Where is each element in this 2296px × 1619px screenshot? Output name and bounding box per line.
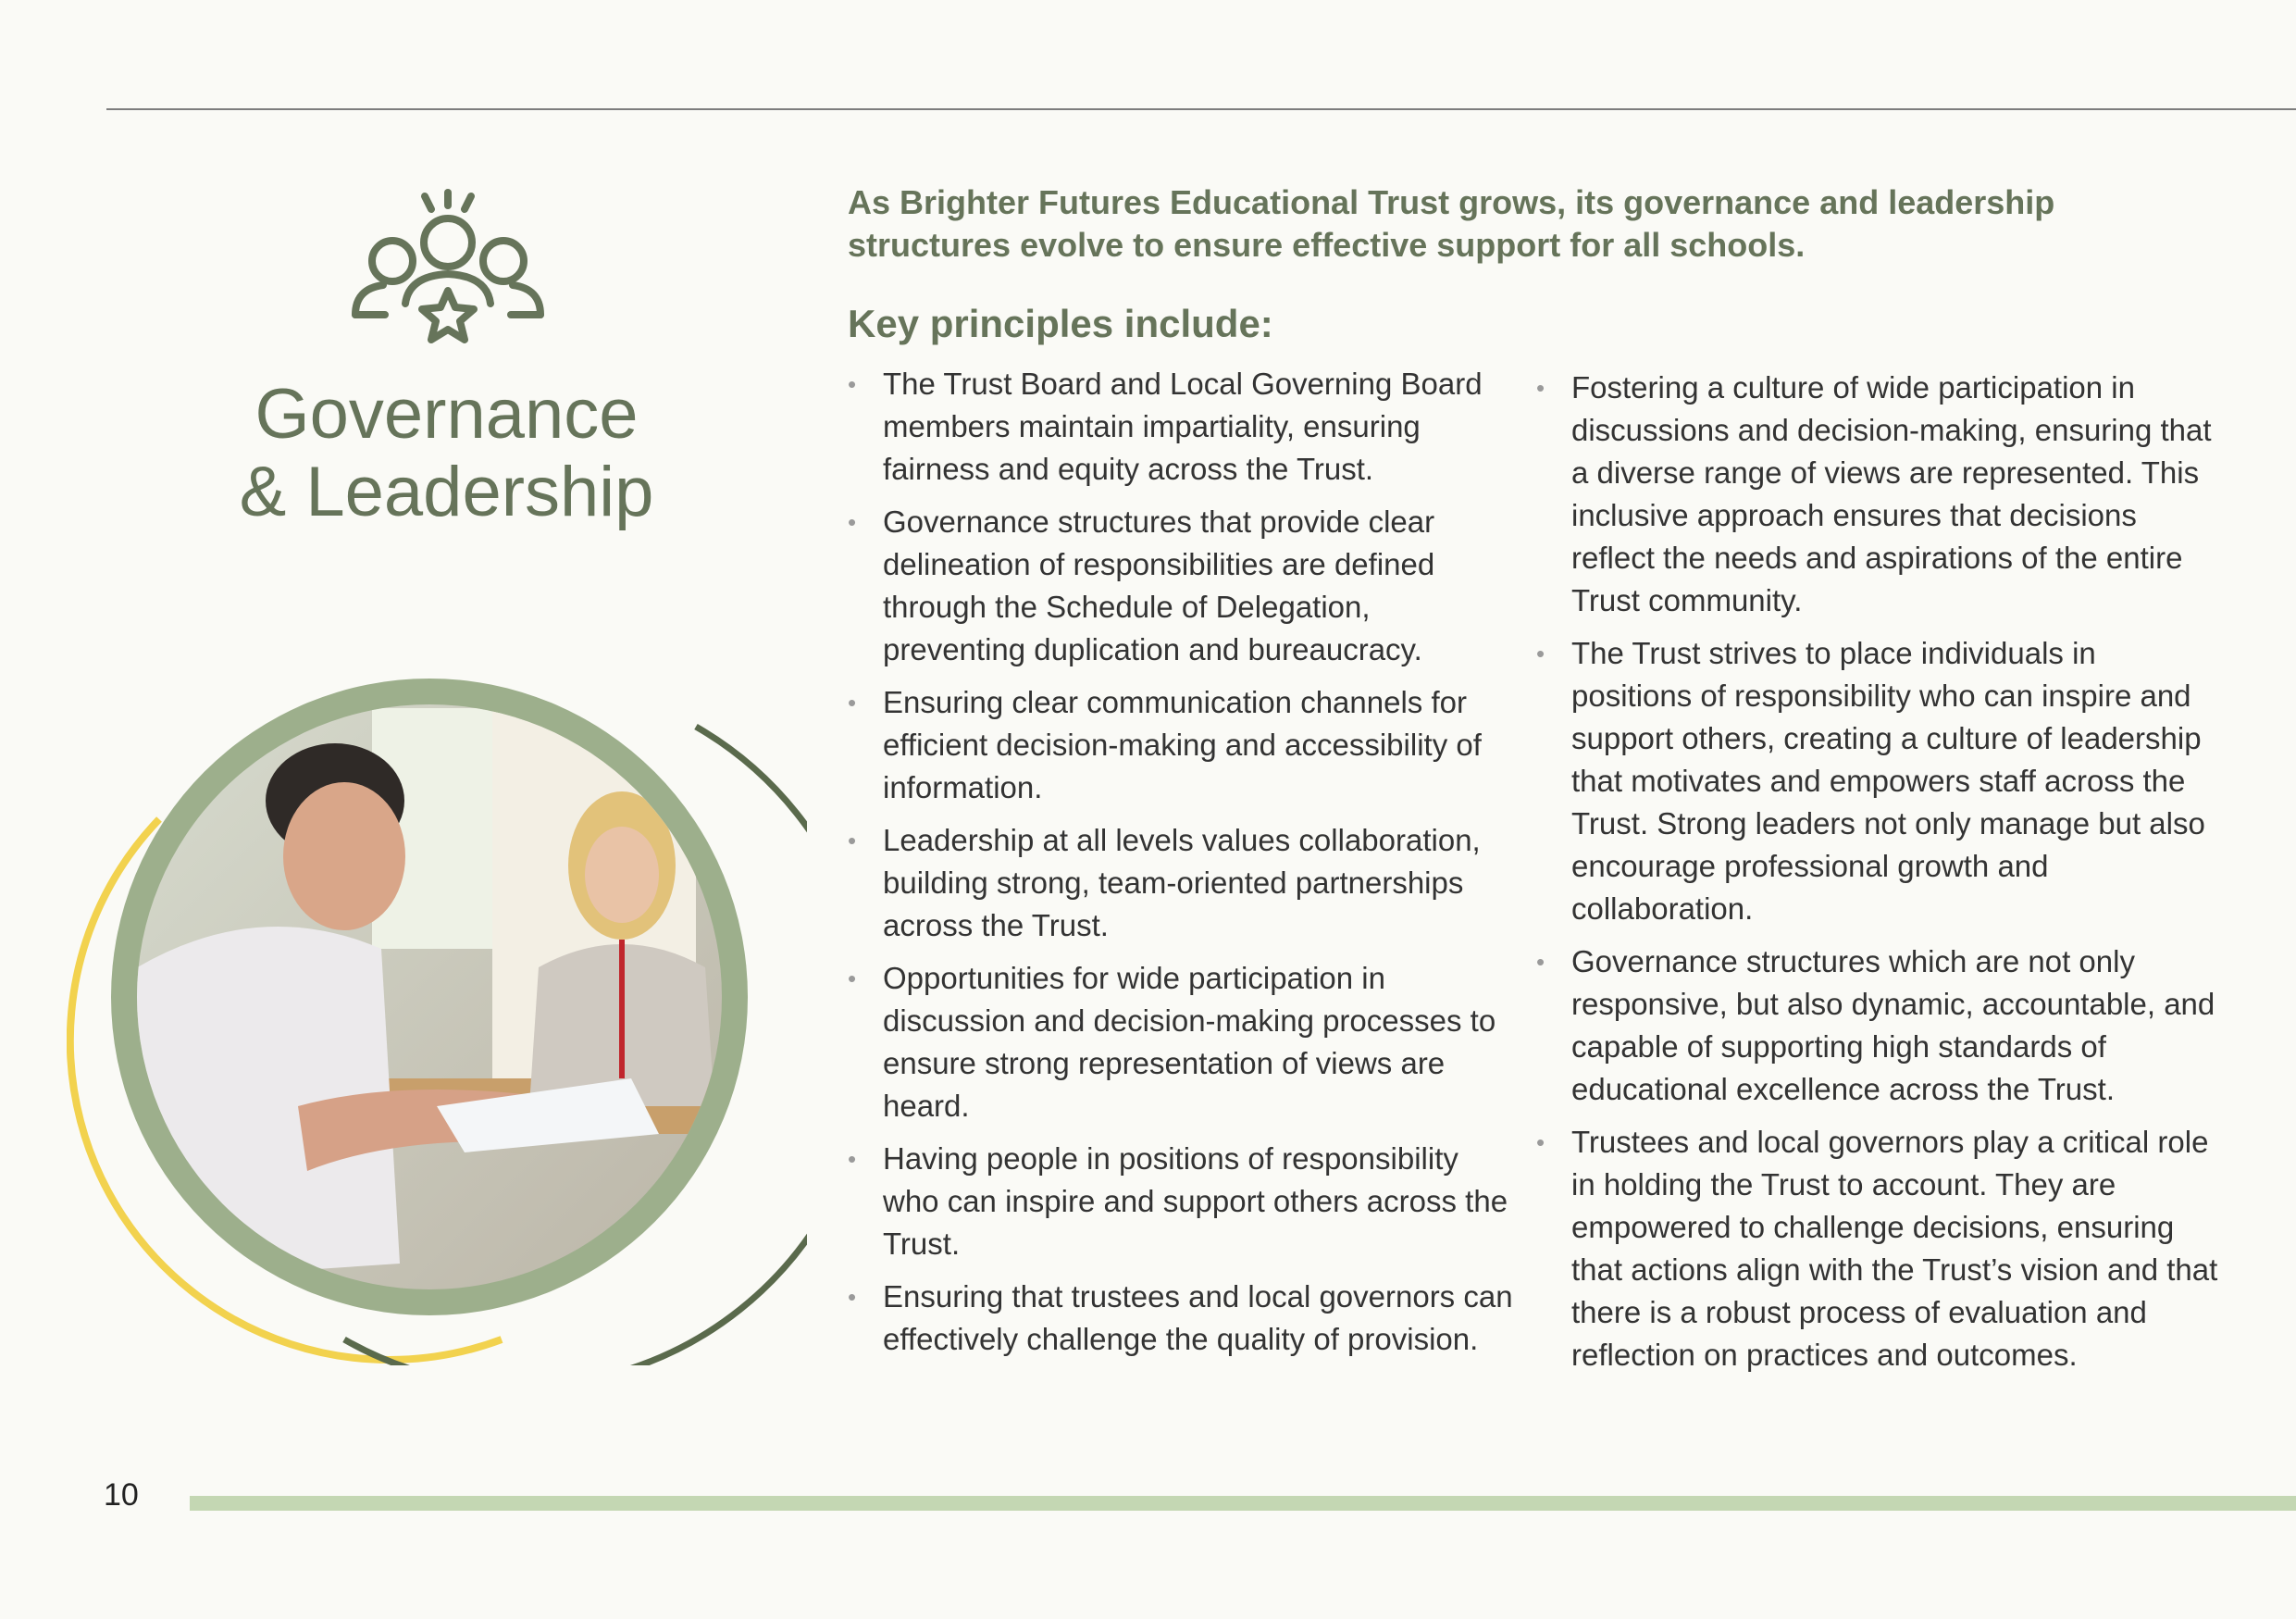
list-item: • Governance structures that provide clear delineation of responsibilities are defined through the Schedule of Delegation, preventing duplication and bureaucracy. <box>848 501 1514 671</box>
list-item: • The Trust strives to place individuals in positions of responsibility who can inspire and support others, creating a culture of leadership that motivates and empowers staff across the Trust. Strong leaders not only manage but also encourage professional growth and collaboration. <box>1536 632 2221 930</box>
meeting-photo-frame <box>67 671 807 1365</box>
list-item: • Having people in positions of responsibility who can inspire and support others across the Trust. <box>848 1138 1514 1265</box>
team-leadership-icon <box>348 189 548 355</box>
footer-bar <box>190 1496 2296 1511</box>
intro-text: As Brighter Futures Educational Trust grows, its governance and leadership structures evolve to ensure effective support for all schools. <box>848 183 2055 264</box>
principles-heading: Key principles include: <box>848 302 1273 345</box>
list-item: • Trustees and local governors play a critical role in holding the Trust to account. They are empowered to challenge decisions, ensuring that actions align with the Trust’s vision and that there is a robust process of evaluation and reflection on practices and outcomes. <box>1536 1121 2221 1376</box>
top-divider <box>106 108 2296 110</box>
title-line-1: Governance <box>254 375 639 454</box>
section-title <box>231 376 662 531</box>
list-item: • Ensuring that trustees and local governors can effectively challenge the quality of provision. <box>848 1276 1514 1361</box>
list-item: • The Trust Board and Local Governing Board members maintain impartiality, ensuring fairness and equity across the Trust. <box>848 363 1514 491</box>
list-item: • Governance structures which are not only responsive, but also dynamic, accountable, and capable of supporting high standards of educational excellence across the Trust. <box>1536 940 2221 1111</box>
list-item: • Fostering a culture of wide participation in discussions and decision-making, ensuring that a diverse range of views are represented. This inclusive approach ensures that decisions reflect the needs and aspirations of the entire Trust community. <box>1536 367 2221 622</box>
title-line-2: & Leadership <box>239 453 654 531</box>
list-item: • Ensuring clear communication channels for efficient decision-making and accessibility of information. <box>848 681 1514 809</box>
page-number: 10 <box>104 1477 139 1513</box>
principles-list-left <box>848 363 1514 1371</box>
principles-list-right <box>1536 367 2221 1387</box>
list-item: • Opportunities for wide participation in discussion and decision-making processes to ensure strong representation of views are heard. <box>848 957 1514 1127</box>
list-item: • Leadership at all levels values collaboration, building strong, team-oriented partnerships across the Trust. <box>848 819 1514 947</box>
meeting-photo <box>104 671 770 1338</box>
